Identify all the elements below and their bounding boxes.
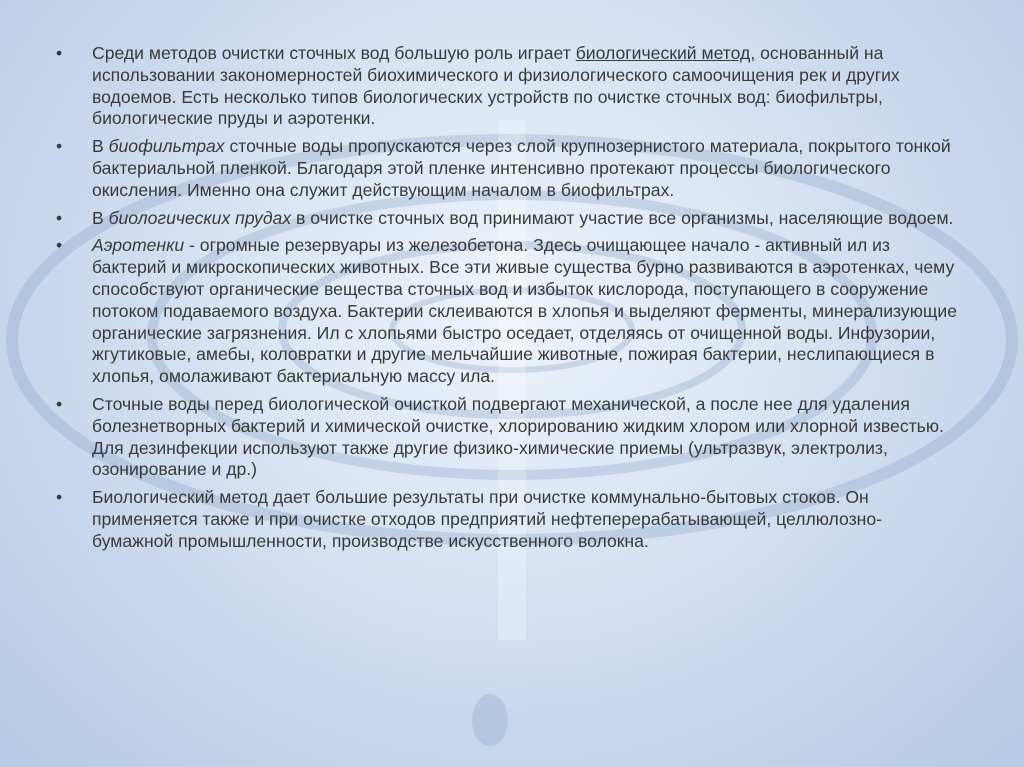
paragraph-emphasis: биологических прудах [108,207,292,228]
bullet-dot: • [56,487,63,508]
bullet-list [56,43,961,553]
paragraph-text: - огромные резервуары из железобетона. Здесь очищающее начало - активный ил из бактерий и микроскопических животных. Все эти живые существа бурно развиваются в аэротенках, чему способствуют органические вещества сточных вод и избыток кислорода, поступающего в сооружение потоком подаваемого воздуха. Бактерии склеиваются в хлопья и выделяют ферменты, минерализующие органические загрязнения. Ил с хлопьями быстро оседает, отделяясь от очищенной воды. Инфузории, жгутиковые, амебы, коловратки и другие мельчайшие животные, пожирая бактерии, неслипающиеся в хлопья, омолаживают бактериальную массу ила. [92,235,958,387]
paragraph-text: Сточные воды перед биологической очисткой подвергают механической, а после нее для удаления болезнетворных бактерий и химической очистке, хлорированию жидким хлором или хлорной известью. Для дезинфекции используют также другие физико-химические приемы (ультразвук, электролиз, озонирование и др.) [92,393,944,480]
bullet-dot: • [56,393,63,414]
paragraph-text: В [92,207,109,228]
list-item [56,136,961,201]
bullet-dot: • [56,235,63,256]
paragraph-text: В [92,136,109,157]
paragraph-text: Среди методов очистки сточных вод большую роль играет [92,43,576,63]
bullet-dot: • [56,207,63,228]
bullet-dot: • [56,43,63,63]
list-item [56,394,961,481]
paragraph-emphasis: биофильтрах [108,136,225,157]
list-item [56,235,961,388]
slide-content [56,43,961,559]
list-item [56,487,961,552]
list-item [56,43,961,130]
paragraph-text: основанный на использовании закономерностей биохимического и физиологического самоочищения рек и других водоемов. Есть несколько типов биологических устройств по очистке сточных вод: биофильтры, биологические пруды и аэротенки. [92,43,900,129]
paragraph-text: Биологический метод дает большие результаты при очистке коммунально-бытовых стоков. Он применяется также и при очистке отходов предприятий нефтеперерабатывающей, целлюлозно-бумажной промышленности, производстве искусственного волокна. [92,487,883,551]
list-item [56,208,961,230]
bullet-dot: • [56,136,63,157]
paragraph-text: в очистке сточных вод принимают участие все организмы, населяющие водоем. [291,207,954,228]
paragraph-emphasis: биологический метод, [575,43,756,63]
paragraph-emphasis: Аэротенки [92,235,185,256]
paragraph-text: сточные воды пропускаются через слой крупнозернистого материала, покрытого тонкой бактериальной пленкой. Благодаря этой пленке интенсивно протекают процессы биологического окисления. Именно она служит действующим началом в биофильтрах. [92,136,951,200]
